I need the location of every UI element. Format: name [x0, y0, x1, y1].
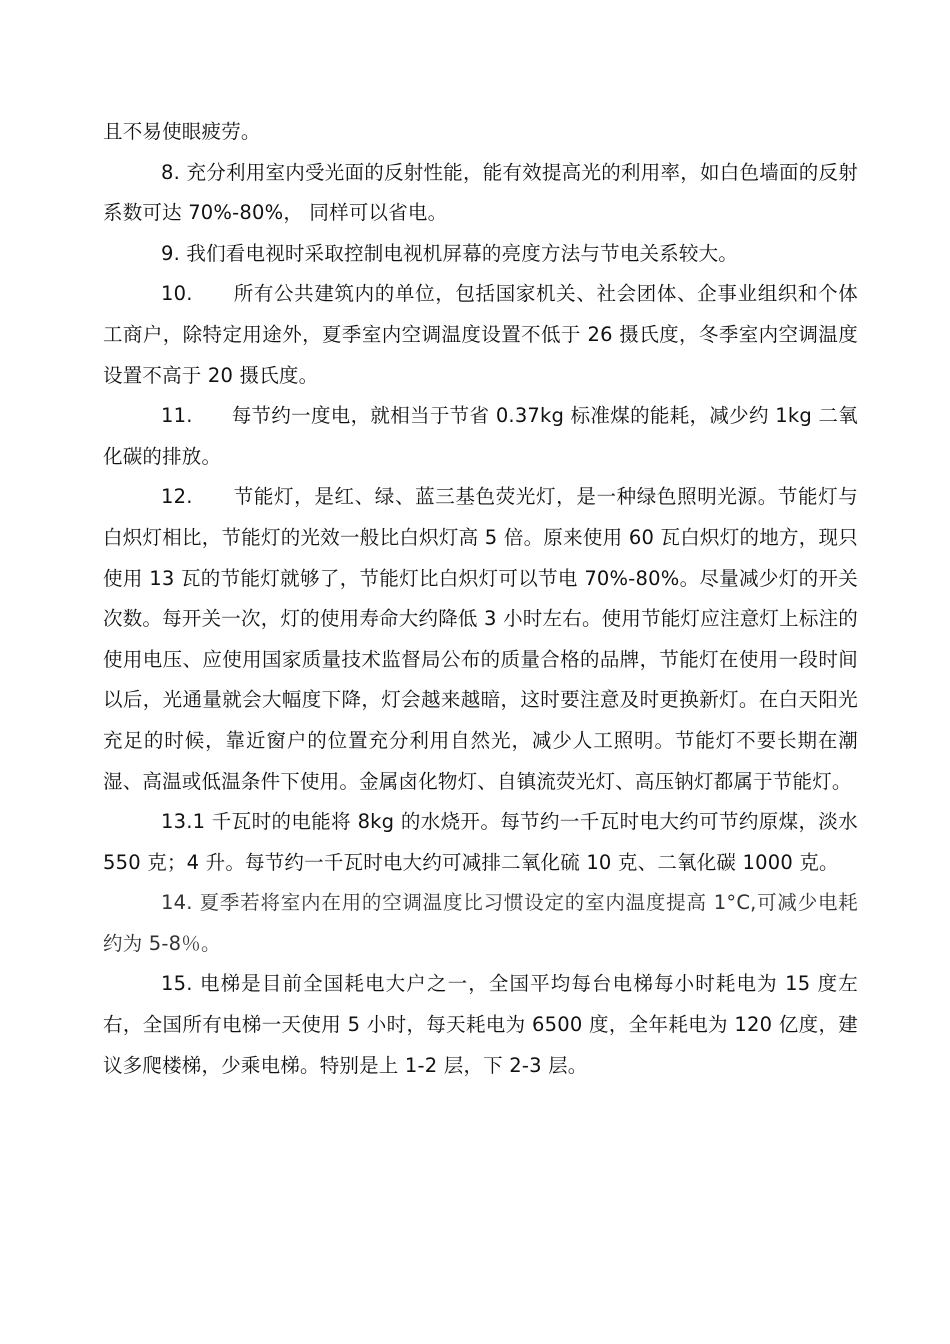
paragraph-8: 8. 充分利用室内受光面的反射性能，能有效提高光的利用率，如白色墙面的反射系数可达 70%-80%， 同样可以省电。 [103, 160, 858, 225]
paragraph-15: 15. 电梯是目前全国耗电大户之一，全国平均每台电梯每小时耗电为 15 度左右，全国所有电梯一天使用 5 小时，每天耗电为 6500 度，全年耗电为 120 亿度，建议多爬楼梯，少乘电梯。特别是上 1-2 层，下 2-3 层。 [103, 972, 858, 1077]
paragraph-continuation: 且不易使眼疲劳。 [103, 120, 261, 143]
paragraph-11: 11. 每节约一度电，就相当于节省 0.37kg 标准煤的能耗，减少约 1kg 二氧化碳的排放。 [103, 404, 858, 468]
paragraph-10: 10. 所有公共建筑内的单位，包括国家机关、社会团体、企事业组织和个体工商户，除特定用途外，夏季室内空调温度设置不低于 26 摄氏度，冬季室内空调温度设置不高于 20 摄氏度。 [103, 282, 858, 387]
paragraph-13: 13.1 千瓦时的电能将 8kg 的水烧开。每节约一千瓦时电大约可节约原煤，淡水 550 克；4 升。每节约一千瓦时电大约可减排二氧化硫 10 克、二氧化碳 1000 克。 [103, 810, 858, 874]
paragraph-12: 12. 节能灯，是红、绿、蓝三基色荧光灯，是一种绿色照明光源。节能灯与白炽灯相比，节能灯的光效一般比白炽灯高 5 倍。原来使用 60 瓦白炽灯的地方，现只使用 13 瓦的节能灯就够了，节能灯比白炽灯可以节电 70%-80%。尽量减少灯的开关次数。每开关一次，灯的使用寿命大约降低 3 小时左右。使用节能灯应注意灯上标注的使用电压、应使用国家质量技术监督局公布的质量合格的品牌，节能灯在使用一段时间以后，光通量就会大幅度下降，灯会越来越暗，这时要注意及时更换新灯。在白天阳光充足的时候，靠近窗户的位置充分利用自然光，减少人工照明。节能灯不要长期在潮湿、高温或低温条件下使用。金属卤化物灯、自镇流荧光灯、高压钠灯都属于节能灯。 [103, 485, 858, 793]
paragraph-9: 9. 我们看电视时采取控制电视机屏幕的亮度方法与节电关系较大。 [161, 241, 739, 265]
document-body [103, 112, 858, 1086]
paragraph-14: 14. 夏季若将室内在用的空调温度比习惯设定的室内温度提高 1°C,可减少电耗约为 5-8％。 [103, 891, 858, 955]
